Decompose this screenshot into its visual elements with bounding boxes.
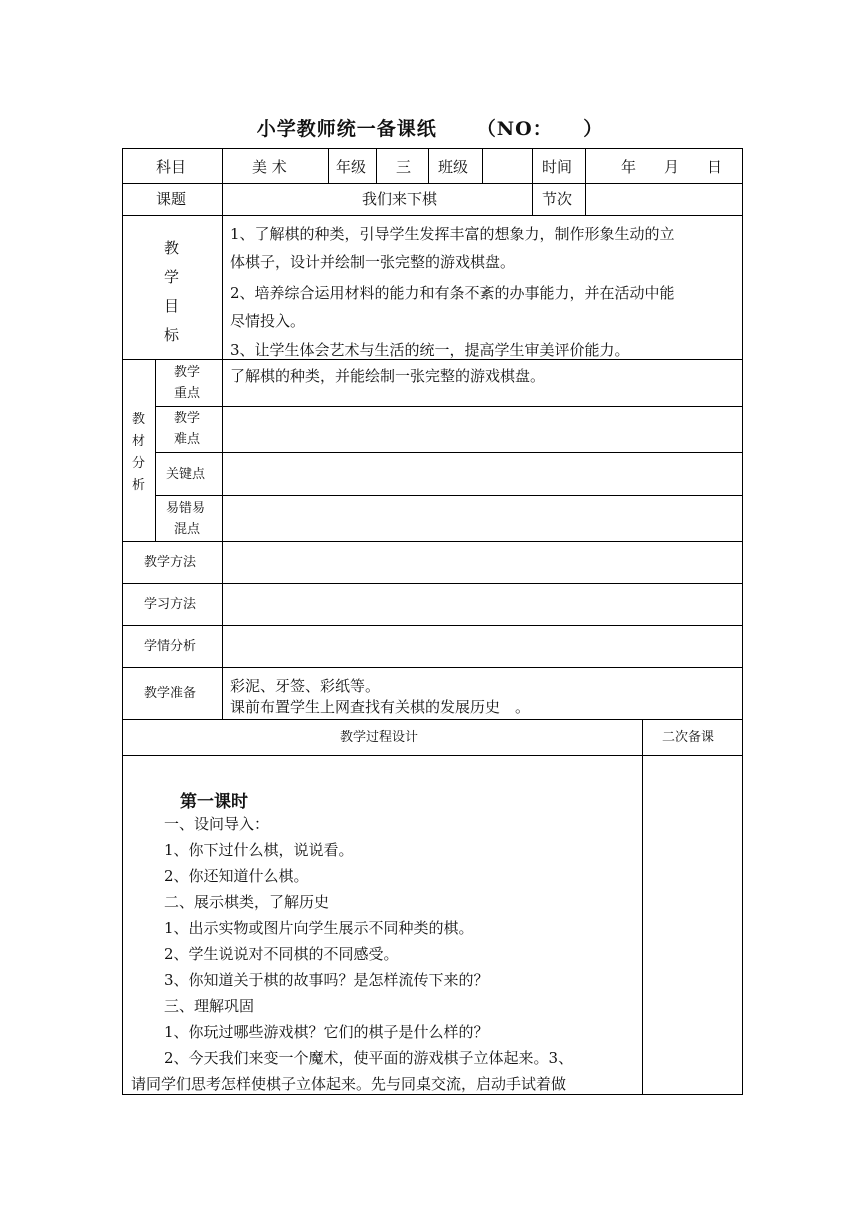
time-day: 日: [707, 158, 723, 176]
difficulty-label: 难点: [174, 432, 201, 447]
key-point-label: 教学: [174, 365, 201, 380]
analysis-label-char: 析: [132, 478, 146, 493]
table-line-h12: [122, 755, 743, 756]
subject-label: 科目: [156, 158, 187, 176]
table-line-h7: [122, 541, 743, 542]
preparation-label: 教学准备: [144, 686, 197, 701]
objective-line: 2、培养综合运用材料的能力和有条不紊的办事能力，并在活动中能: [230, 284, 675, 302]
title-number: （NO： ）: [476, 118, 604, 140]
topic-label: 课题: [156, 190, 187, 208]
time-label: 时间: [542, 158, 573, 176]
key-point-label: 重点: [174, 386, 201, 401]
preparation-line: 课前布置学生上网查找有关棋的发展历史 。: [230, 698, 531, 716]
table-border-right: [742, 148, 743, 1094]
table-line-h5: [155, 452, 743, 453]
period-label: 节次: [542, 190, 573, 208]
process-line: 2、今天我们来变一个魔术，使平面的游戏棋子立体起来。3、: [164, 1049, 574, 1067]
preparation-line: 彩泥、牙签、彩纸等。: [230, 677, 381, 695]
process-line: 2、你还知道什么棋。: [164, 867, 309, 885]
process-line: 三、理解巩固: [164, 997, 255, 1015]
process-line: 二、展示棋类，了解历史: [164, 893, 330, 911]
analysis-label-char: 教: [132, 412, 146, 427]
table-line-h8: [122, 583, 743, 584]
table-line-h11: [122, 719, 743, 720]
table-line-v-subject: [328, 148, 329, 183]
table-line-v-label: [222, 148, 223, 719]
process-line: 1、出示实物或图片向学生展示不同种类的棋。: [164, 919, 474, 937]
objective-line: 尽情投入。: [230, 312, 306, 330]
title-text: 小学教师统一备课纸: [256, 118, 437, 140]
table-border-top: [122, 148, 743, 149]
table-line-h9: [122, 625, 743, 626]
table-line-v-time-label: [585, 148, 586, 215]
time-month: 月: [664, 158, 680, 176]
grade-label: 年级: [336, 158, 367, 176]
table-line-v-grade-value: [428, 148, 429, 183]
mistake-label: 混点: [174, 522, 201, 537]
process-line: 3、你知道关于棋的故事吗？是怎样流传下来的？: [164, 971, 489, 989]
page-title: [0, 114, 860, 141]
objectives-label-char: 标: [164, 326, 180, 344]
time-year: 年: [621, 158, 637, 176]
process-line: 1、你下过什么棋，说说看。: [164, 841, 354, 859]
second-prep-header: 二次备课: [662, 730, 715, 745]
objective-line: 体棋子，设计并绘制一张完整的游戏棋盘。: [230, 253, 516, 271]
objective-line: 1、了解棋的种类，引导学生发挥丰富的想象力，制作形象生动的立: [230, 225, 675, 243]
grade-value: 三: [396, 158, 412, 176]
process-line: 一、设问导入：: [164, 815, 270, 833]
lesson-heading: 第一课时: [180, 792, 248, 812]
table-line-h2: [122, 215, 743, 216]
table-line-h4: [155, 406, 743, 407]
table-line-v-class-value: [532, 148, 533, 215]
key-node-label: 关键点: [166, 467, 206, 482]
table-border-left: [122, 148, 123, 1094]
process-header: 教学过程设计: [340, 730, 419, 745]
process-line: 请同学们思考怎样使棋子立体起来。先与同桌交流，启动手试着做: [131, 1075, 567, 1093]
learning-method-label: 学习方法: [144, 597, 197, 612]
table-line-v-analysis: [155, 359, 156, 541]
topic-value: 我们来下棋: [362, 190, 438, 208]
key-point-value: 了解棋的种类，并能绘制一张完整的游戏棋盘。: [230, 367, 546, 385]
analysis-label-char: 分: [132, 456, 146, 471]
table-line-v-class-label: [482, 148, 483, 183]
difficulty-label: 教学: [174, 411, 201, 426]
mistake-label: 易错易: [166, 501, 206, 516]
analysis-label-char: 材: [132, 434, 146, 449]
table-line-h1: [122, 183, 743, 184]
subject-value: 美 术: [252, 158, 287, 176]
situation-label: 学情分析: [144, 639, 197, 654]
objectives-label-char: 学: [164, 268, 180, 286]
process-line: 1、你玩过哪些游戏棋？它们的棋子是什么样的？: [164, 1023, 489, 1041]
teaching-method-label: 教学方法: [144, 555, 197, 570]
table-line-h6: [155, 495, 743, 496]
objective-line: 3、让学生体会艺术与生活的统一，提高学生审美评价能力。: [230, 341, 630, 359]
objectives-label-char: 目: [164, 297, 180, 315]
table-line-v-grade-label: [376, 148, 377, 183]
table-line-v-second-prep: [642, 719, 643, 1094]
class-label: 班级: [438, 158, 469, 176]
process-line: 2、学生说说对不同棋的不同感受。: [164, 945, 399, 963]
objectives-label-char: 教: [164, 239, 180, 257]
table-line-h10: [122, 667, 743, 668]
